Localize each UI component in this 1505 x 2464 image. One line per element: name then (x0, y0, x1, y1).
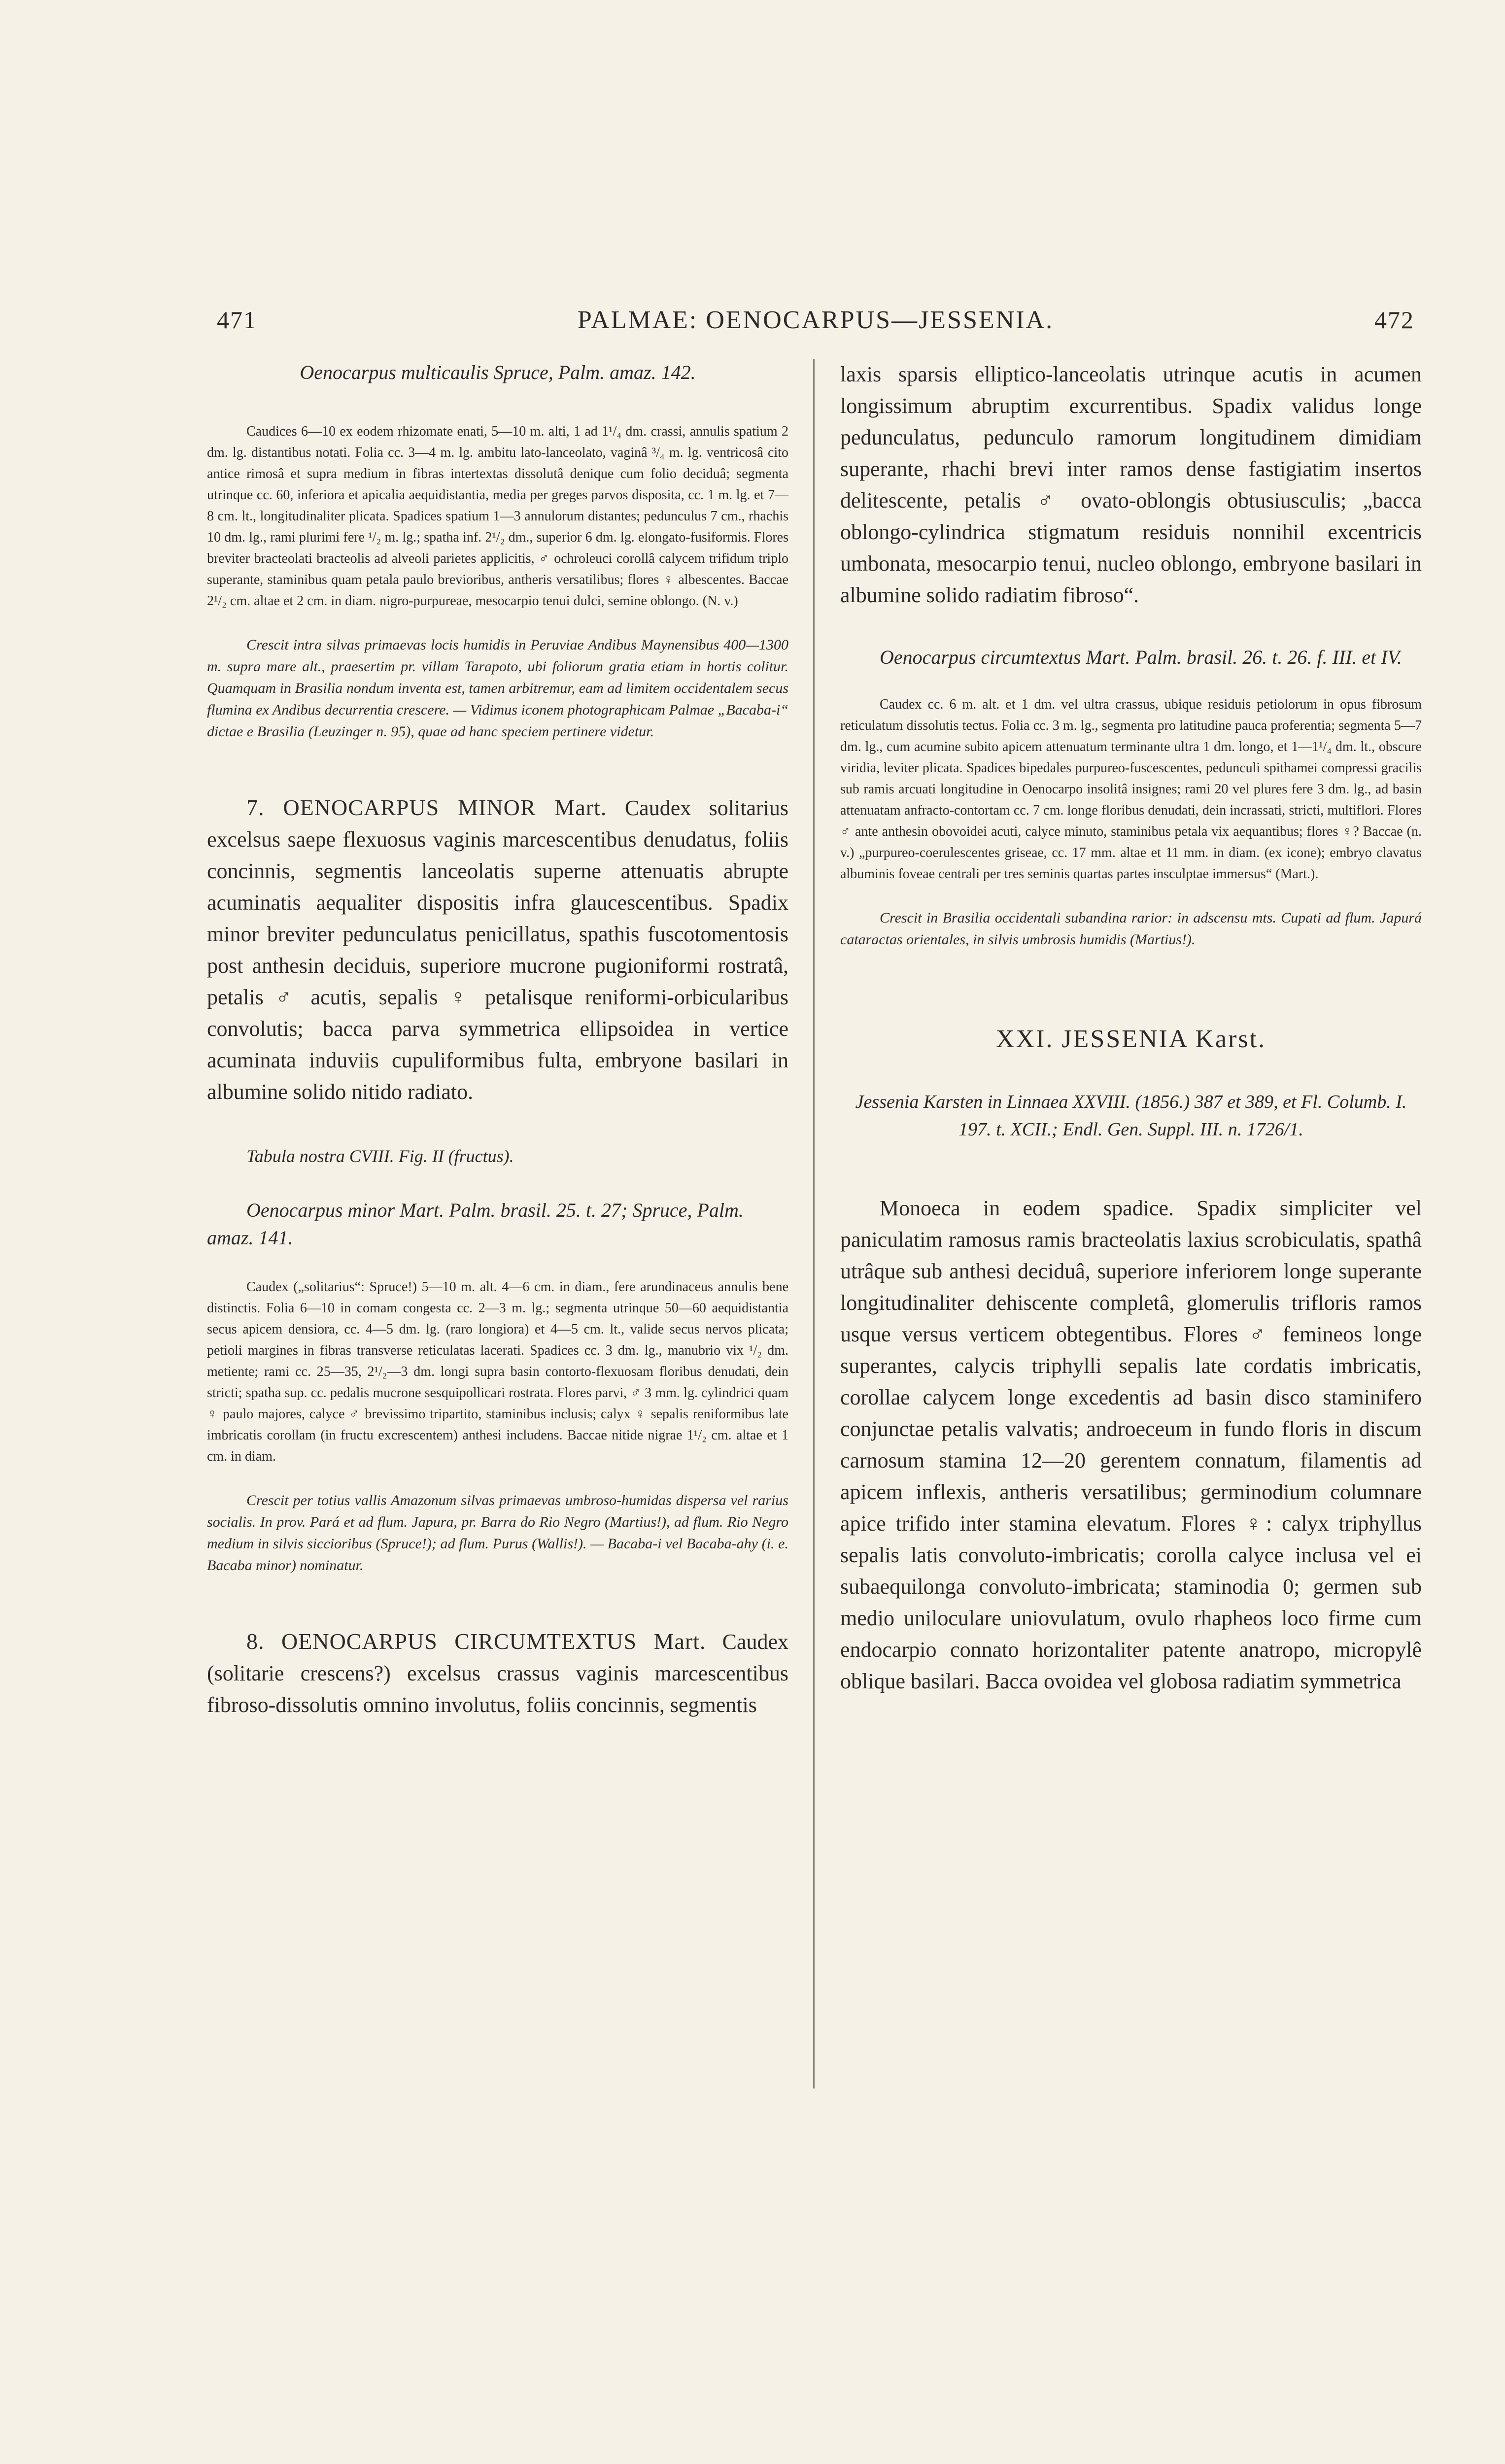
species-8-text: Caudex (solitarie crescens?) excelsus crassus vaginis marcescentibus fibroso-dissolutis omnino involutus, foliis concinnis, segmentis (207, 1630, 789, 1717)
page-number-right: 472 (1374, 306, 1414, 334)
description-circumtextus: Caudex cc. 6 m. alt. et 1 dm. vel ultra crassus, ubique residuis petiolorum in opus fibrosum reticulatum dissolutis tectus. Folia cc. 3 m. lg., segmenta pro latitudine pauca proferentia; segmenta 5—7 dm. lg., cum acumine subito apicem attenuatum terminante ultra 1 dm. longo, et 1—1¹/₄ dm. lt., obscure viridia, leviter plicata. Spadices bipedales purpureo-fuscescentes, pedunculi spithamei compressi gracilis sub ramis arcuati longitudine in Oenocarpo insolitâ insignes; rami 20 vel plures fere 3 dm. lg., ad basin attenuatam anfracto-contortam cc. 7 cm. longe floribus denudati, dein incrassati, stricti, multiflori. Flores ♂ ante anthesin obovoidei acuti, calyce minuto, staminibus petala vix aequantibus; flores ♀? Baccae (n. v.) „purpureo-coerulescentes griseae, cc. 17 mm. altae et 11 mm. in diam. (ex icone); embryo clavatus albuminis foveae centrali per tres seminis quartas partes insculptae immersus“ (Mart.). (840, 697, 1422, 882)
species-8-paragraph (207, 1626, 788, 1721)
species-7-paragraph (207, 792, 788, 1108)
genus-description: Monoeca in eodem spadice. Spadix simpliciter vel paniculatim ramosus ramis bracteolatis laxius scrobiculatis, spathâ utrâque sub anthesi deciduâ, superiore inferiorem longe superante longitudinaliter dehiscente completâ, glomerulis trifloris ramos usque versus verticem obtegentibus. Flores ♂ femineos longe superantes, calycis triphylli sepalis late cordatis imbricatis, corollae calycem longe excedentis ad basin disco staminifero conjunctae petalis valvatis; androeceum in fundo floris in discum carnosum stamina 12—20 gerentem connatum, filamentis ad apicem inflexis, antheris versatilibus; germinodium columnare apice trifido inter stamina elevatum. Flores ♀: calyx triphyllus sepalis latis convoluto-imbricatis; corolla calyce inclusa vel ei subaequilonga convoluto-imbricata; staminodia 0; germen sub medio uniloculare uniovulatum, ovulo rhapheos loco firme cum endocarpio connato horizontaliter patente anatropo, micropylê oblique basilari. Bacca ovoidea vel globosa radiatim symmetrica (840, 1196, 1422, 1693)
species-7-text: Caudex solitarius excelsus saepe flexuosus vaginis marcescentibus denudatus, foliis concinnis, segmentis lanceolatis superne attenuatis abrupte acuminatis aequaliter dispositis infra glaucescentibus. Spadix minor breviter pedunculatus penicillatus, spathis fuscotomentosis post anthesin deciduis, superiore mucrone pugioniformi rostratâ, petalis ♂ acutis, sepalis ♀ petalisque reniformi-orbicularibus convolutis; bacca parva symmetrica ellipsoidea in vertice acuminata induviis cupuliformibus fulta, embryone basilari in albumine solido nitido radiato. (207, 796, 789, 1104)
left-column (207, 359, 788, 1721)
reference-multicaulis: Oenocarpus multicaulis Spruce, Palm. amaz. 142. (300, 361, 696, 383)
species-8-heading: 8. OENOCARPUS CIRCUMTEXTUS Mart. (246, 1629, 706, 1654)
running-title: PALMAE: OENOCARPUS—JESSENIA. (577, 306, 1054, 334)
page-number-left: 471 (217, 306, 257, 334)
species-7-heading: 7. OENOCARPUS MINOR Mart. (246, 795, 607, 820)
running-head (217, 306, 1414, 345)
species-8-continuation: laxis sparsis elliptico-lanceolatis utrinque acutis in acumen longissimum abruptim excurrentibus. Spadix validus longe pedunculatus, pedunculo ramorum longitudinem dimidiam superante, rhachi brevi inter ramos dense fastigiatim insertos delitescente, petalis ♂ ovato-oblongis obtusiusculis; „bacca oblongo-cylindrica stigmatum residuis nonnihil excentricis umbonata, mesocarpio tenui, nucleo oblongo, embryone basilari in albumine solido radiatim fibroso“. (840, 362, 1422, 607)
habitat-minor: Crescit per totius vallis Amazonum silvas primaevas umbroso-humidas dispersa vel rarius socialis. In prov. Pará et ad flum. Japura, pr. Barra do Rio Negro (Martius!), ad flum. Rio Negro medium in silvis siccioribus (Spruce!); ad flum. Purus (Wallis!). — Bacaba-i vel Bacaba-ahy (i. e. Bacaba minor) nominatur. (207, 1492, 788, 1574)
genus-heading: XXI. JESSENIA Karst. (995, 1025, 1266, 1053)
habitat-circumtextus: Crescit in Brasilia occidentali subandina rarior: in adscensu mts. Cupati ad flum. Japurá cataractas orientales, in silvis umbrosis humidis (Martius!). (840, 910, 1422, 948)
reference-minor: Oenocarpus minor Mart. Palm. brasil. 25. t. 27; Spruce, Palm. amaz. 141. (207, 1199, 744, 1249)
description-multicaulis: Caudices 6—10 ex eodem rhizomate enati, 5—10 m. alti, 1 ad 1¹/₄ dm. crassi, annulis spatium 2 dm. lg. distantibus notati. Folia cc. 3—4 m. lg. ambitu lato-lanceolato, vaginâ ³/₄ m. lg. ventricosâ cito antice rimosâ et supra medium in fibras intertextas dissolutâ denique cum folio deciduâ; segmenta utrinque cc. 60, inferiora et apicalia aequidistantia, media per greges parvos disposita, cc. 1 m. lg. et 7—8 cm. lt., longitudinaliter plicata. Spadices spatium 1—3 annulorum distantes; pedunculus 7 cm., rhachis 10 dm. lg., rami plurimi fere ¹/₂ m. lg.; spatha inf. 2¹/₂ dm., superior 6 dm. lg. elongato-fusiformis. Flores breviter bracteolati bracteolis ad alveoli parietes applicitis, ♂ ochroleuci corollâ calycem trifidum triplo superante, staminibus quam petala paulo brevioribus, antheris versatilibus; flores ♀ albescentes. Baccae 2¹/₂ cm. altae et 2 cm. in diam. nigro-purpureae, mesocarpio tenui dulci, semine oblongo. (N. v.) (207, 424, 788, 609)
reference-circumtextus: Oenocarpus circumtextus Mart. Palm. brasil. 26. t. 26. f. III. et IV. (880, 646, 1402, 668)
right-column (840, 359, 1422, 1697)
description-minor: Caudex („solitarius“: Spruce!) 5—10 m. alt. 4—6 cm. in diam., fere arundinaceus annulis bene distinctis. Folia 6—10 in comam congesta cc. 2—3 m. lg.; segmenta utrinque 50—60 aequidistantia secus apicem densiora, cc. 4—5 dm. lg. (raro longiora) et 4—5 cm. lt., valide secus nervos plicata; petioli margines in fibras transverse reticulatas lacerati. Spadices cc. 3 dm. lg., manubrio vix ¹/₂ dm. metiente; rami cc. 25—35, 2¹/₂—3 dm. longi supra basin contorto-flexuosam floribus denudati, dein stricti; spatha sup. cc. pedalis mucrone sesquipollicari rostrata. Flores parvi, ♂ 3 mm. lg. cylindrici quam ♀ paulo majores, calyce ♂ brevissimo tripartito, staminibus inclusis; calyx ♀ sepalis reniformibus late imbricatis corollam (in fructu excrescentem) anthesi includens. Baccae nitide nigrae 1¹/₂ cm. altae et 1 cm. in diam. (207, 1279, 788, 1464)
column-divider (813, 359, 815, 2088)
tabula-reference: Tabula nostra CVIII. Fig. II (fructus). (246, 1146, 514, 1166)
habitat-multicaulis: Crescit intra silvas primaevas locis humidis in Peruviae Andibus Maynensibus 400—1300 m. supra mare alt., praesertim pr. villam Tarapoto, ubi foliorum gratia etiam in hortis colitur. Quamquam in Brasilia nondum inventa est, tamen arbitremur, eam ad limitem occidentalem secus flumina ex Andibus decurrentia crescere. — Vidimus iconem photographicam Palmae „Bacaba-i“ dictae e Brasilia (Leuzinger n. 95), quae ad hanc speciem pertinere videtur. (207, 637, 788, 740)
reference-jessenia: Jessenia Karsten in Linnaea XXVIII. (1856.) 387 et 389, et Fl. Columb. I. 197. t. XCII.; Endl. Gen. Suppl. III. n. 1726/1. (855, 1092, 1407, 1140)
